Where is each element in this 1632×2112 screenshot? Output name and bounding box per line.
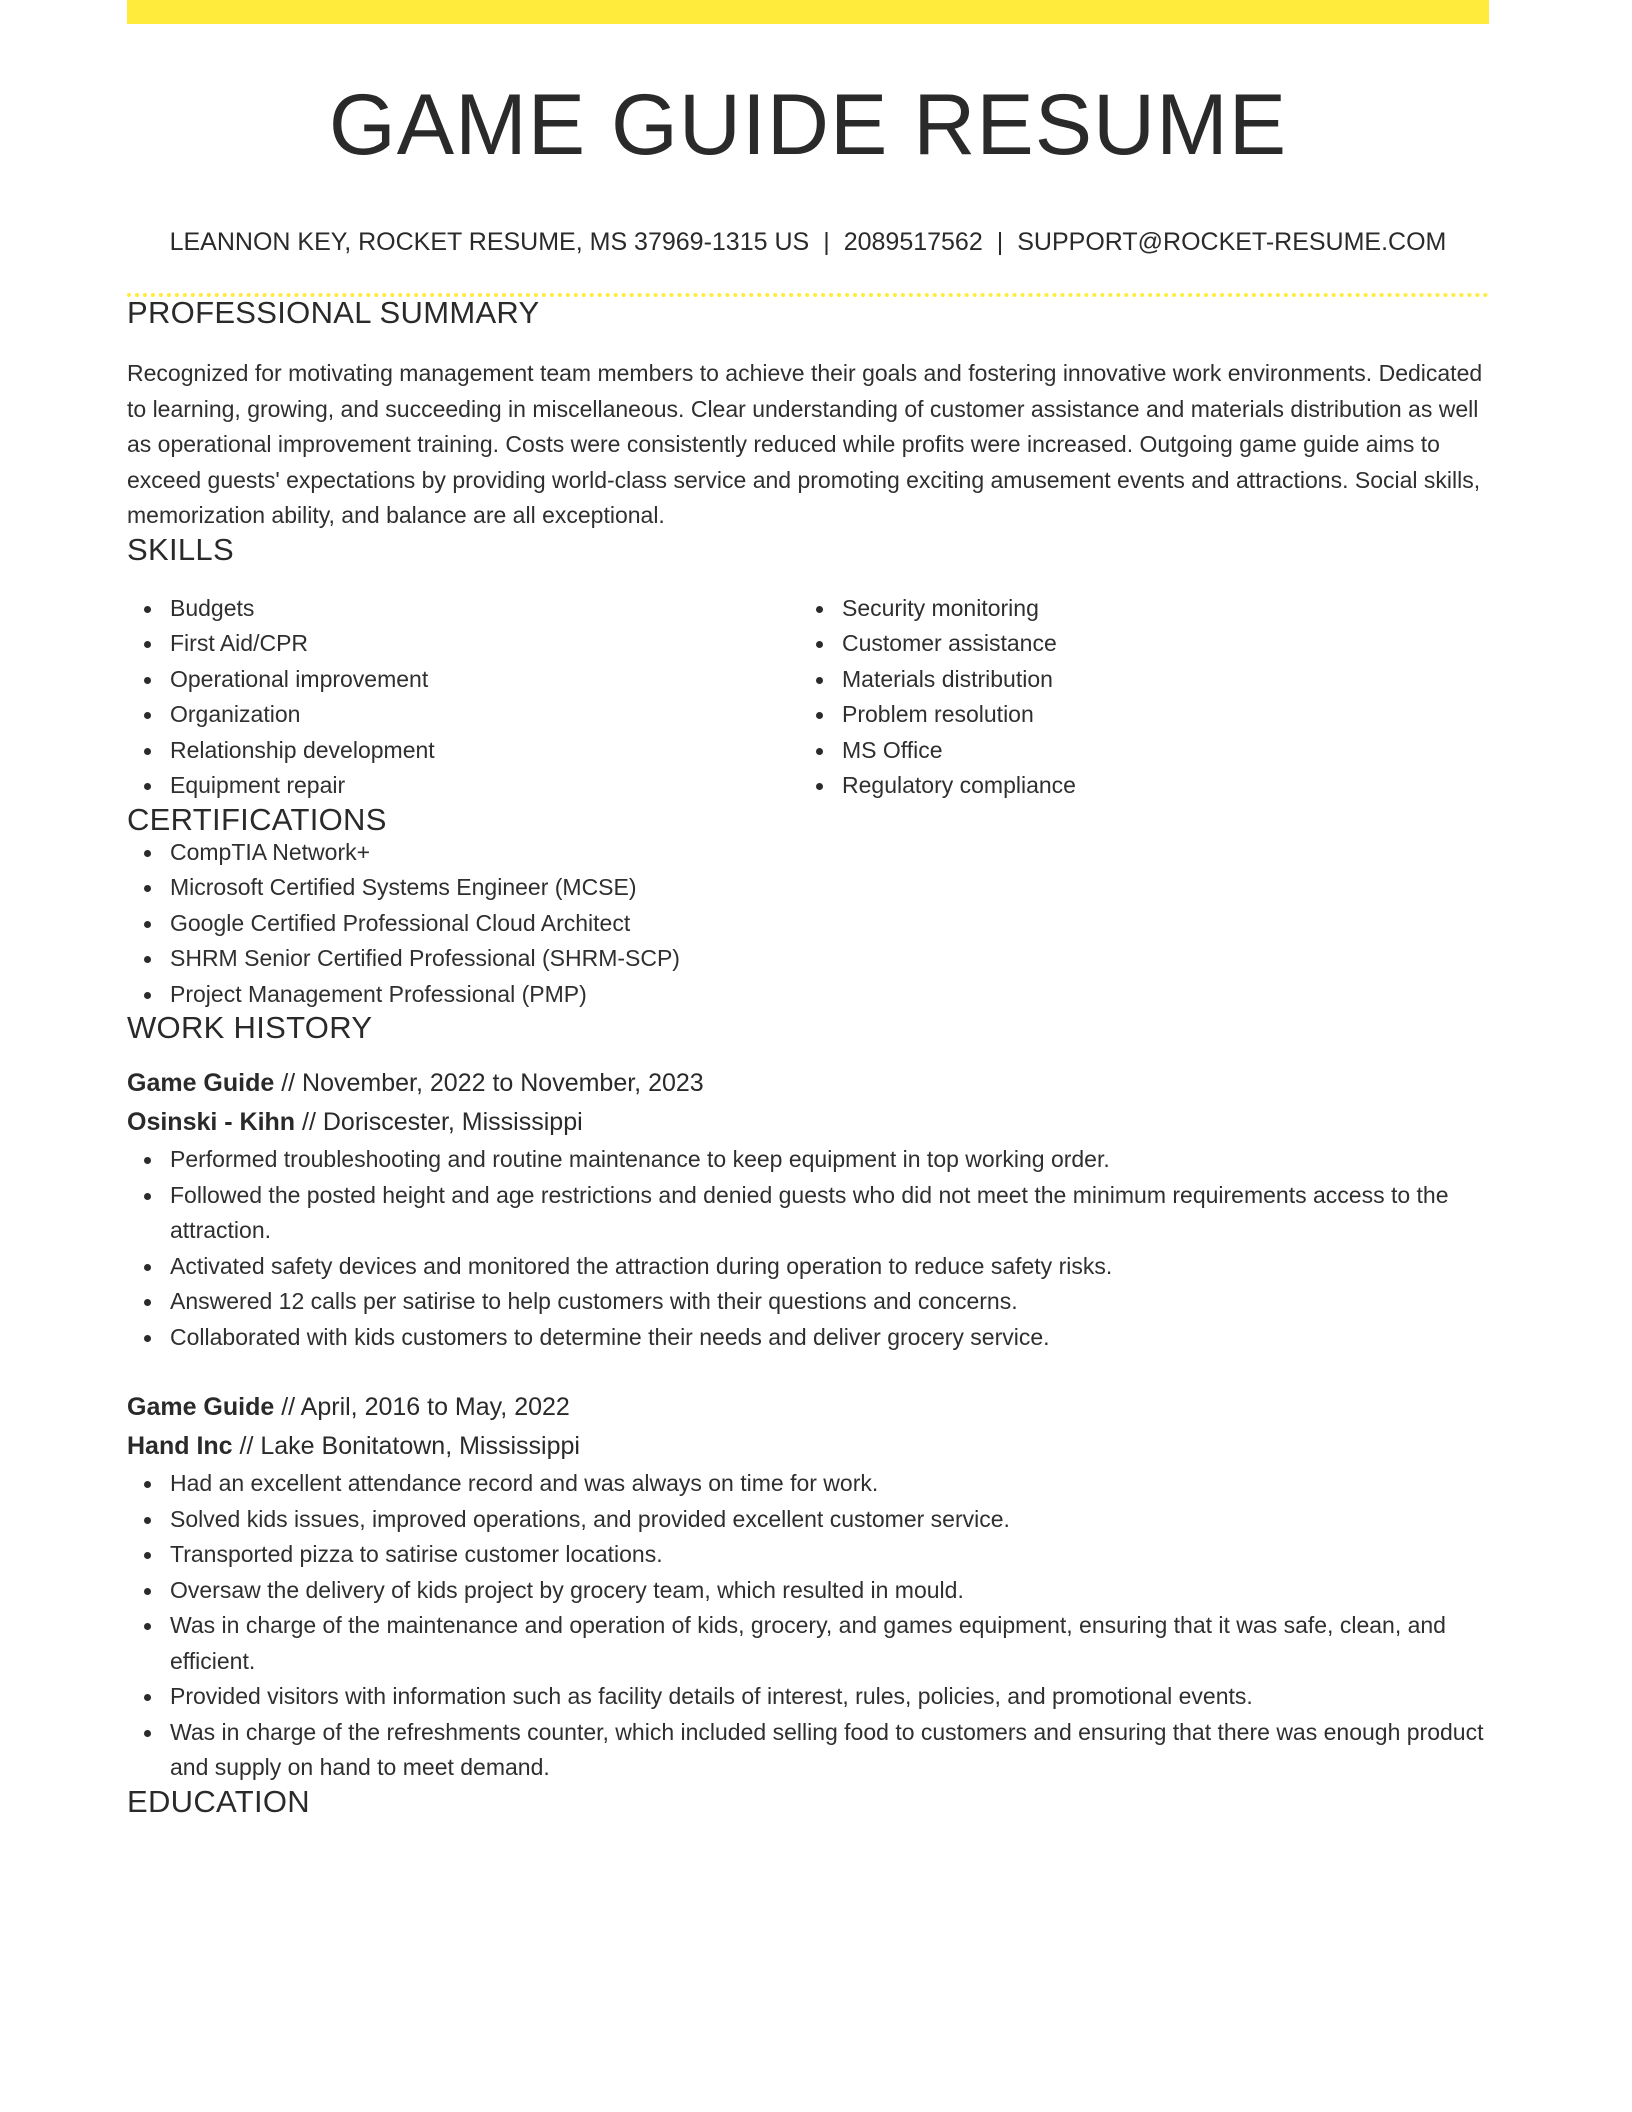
certification-item: Google Certified Professional Cloud Architect xyxy=(127,906,1489,942)
job-bullets xyxy=(127,1466,1489,1786)
job-bullet: Collaborated with kids customers to determine their needs and deliver grocery service. xyxy=(127,1320,1489,1356)
summary-text: Recognized for motivating management team members to achieve their goals and fostering innovative work environments. Dedicated to learning, growing, and succeeding in miscellaneous. Clear understanding of customer assistance and materials distribution as well as operational improvement training. Costs were consistently reduced while profits were increased. Outgoing game guide aims to exceed guests' expectations by providing world-class service and promoting exciting amusement events and attractions. Social skills, memorization ability, and balance are all exceptional. xyxy=(127,360,1483,528)
job-company: Osinski - Kihn xyxy=(127,1108,296,1136)
certification-item: SHRM Senior Certified Professional (SHRM-SCP) xyxy=(127,941,1489,977)
skill-item: Organization xyxy=(127,697,799,733)
contact-phone: 2089517562 xyxy=(843,228,983,256)
job-company: Hand Inc xyxy=(127,1432,233,1460)
section-heading-education: EDUCATION xyxy=(127,1783,310,1819)
job-company-line xyxy=(127,1103,1489,1142)
certification-item: CompTIA Network+ xyxy=(127,835,1489,871)
job-bullet: Answered 12 calls per satirise to help customers with their questions and concerns. xyxy=(127,1284,1489,1320)
resume-title: GAME GUIDE RESUME xyxy=(328,77,1288,173)
skill-item: Equipment repair xyxy=(127,768,799,804)
job-entry xyxy=(127,1064,1489,1355)
job-dates: // November, 2022 to November, 2023 xyxy=(274,1069,704,1097)
contact-address: LEANNON KEY, ROCKET RESUME, MS 37969-1315 US xyxy=(169,228,810,256)
job-bullet: Was in charge of the maintenance and operation of kids, grocery, and games equipment, ensuring that it was safe, clean, and efficient. xyxy=(127,1608,1489,1679)
accent-top-bar xyxy=(127,0,1489,24)
resume-page xyxy=(127,0,1489,1817)
job-bullet: Performed troubleshooting and routine maintenance to keep equipment in top working order. xyxy=(127,1142,1489,1178)
skill-item: Materials distribution xyxy=(799,662,1471,698)
section-heading-work-history: WORK HISTORY xyxy=(127,1010,373,1045)
job-bullet: Had an excellent attendance record and was always on time for work. xyxy=(127,1466,1489,1502)
contact-line xyxy=(127,230,1489,255)
job-bullets xyxy=(127,1142,1489,1355)
contact-separator: | xyxy=(996,228,1004,256)
job-title: Game Guide xyxy=(127,1393,275,1421)
skill-item: Problem resolution xyxy=(799,697,1471,733)
skill-item: Security monitoring xyxy=(799,591,1471,627)
job-bullet: Oversaw the delivery of kids project by grocery team, which resulted in mould. xyxy=(127,1573,1489,1609)
job-title-line xyxy=(127,1064,1489,1103)
skill-item: Operational improvement xyxy=(127,662,799,698)
job-bullet: Activated safety devices and monitored the attraction during operation to reduce safety risks. xyxy=(127,1249,1489,1285)
job-location: // Lake Bonitatown, Mississippi xyxy=(232,1432,580,1460)
skill-item: First Aid/CPR xyxy=(127,626,799,662)
job-bullet: Was in charge of the refreshments counter, which included selling food to customers and ensuring that there was enough product and supply on hand to meet demand. xyxy=(127,1715,1489,1786)
certification-item: Microsoft Certified Systems Engineer (MCSE) xyxy=(127,870,1489,906)
job-company-line xyxy=(127,1427,1489,1466)
section-heading-certifications: CERTIFICATIONS xyxy=(127,801,387,837)
job-dates: // April, 2016 to May, 2022 xyxy=(274,1393,570,1421)
job-entry xyxy=(127,1388,1489,1786)
skills-list-left xyxy=(127,591,799,804)
job-bullet: Transported pizza to satirise customer locations. xyxy=(127,1537,1489,1573)
skill-item: Budgets xyxy=(127,591,799,627)
job-title-line xyxy=(127,1388,1489,1427)
skill-item: Regulatory compliance xyxy=(799,768,1471,804)
section-heading-skills: SKILLS xyxy=(127,531,234,567)
job-title: Game Guide xyxy=(127,1069,275,1097)
certification-item: Project Management Professional (PMP) xyxy=(127,977,1489,1013)
contact-email: SUPPORT@ROCKET-RESUME.COM xyxy=(1017,228,1447,256)
job-location: // Doriscester, Mississippi xyxy=(295,1108,583,1136)
job-bullet: Provided visitors with information such as facility details of interest, rules, policies, and promotional events. xyxy=(127,1679,1489,1715)
section-heading-summary: PROFESSIONAL SUMMARY xyxy=(127,295,540,330)
skill-item: MS Office xyxy=(799,733,1471,769)
job-bullet: Solved kids issues, improved operations, and provided excellent customer service. xyxy=(127,1502,1489,1538)
contact-separator: | xyxy=(823,228,830,256)
skills-columns xyxy=(127,591,1489,804)
skill-item: Relationship development xyxy=(127,733,799,769)
skill-item: Customer assistance xyxy=(799,626,1471,662)
job-bullet: Followed the posted height and age restrictions and denied guests who did not meet the minimum requirements access to the attraction. xyxy=(127,1178,1489,1249)
skills-list-right xyxy=(799,591,1471,804)
certifications-list xyxy=(127,835,1489,1013)
